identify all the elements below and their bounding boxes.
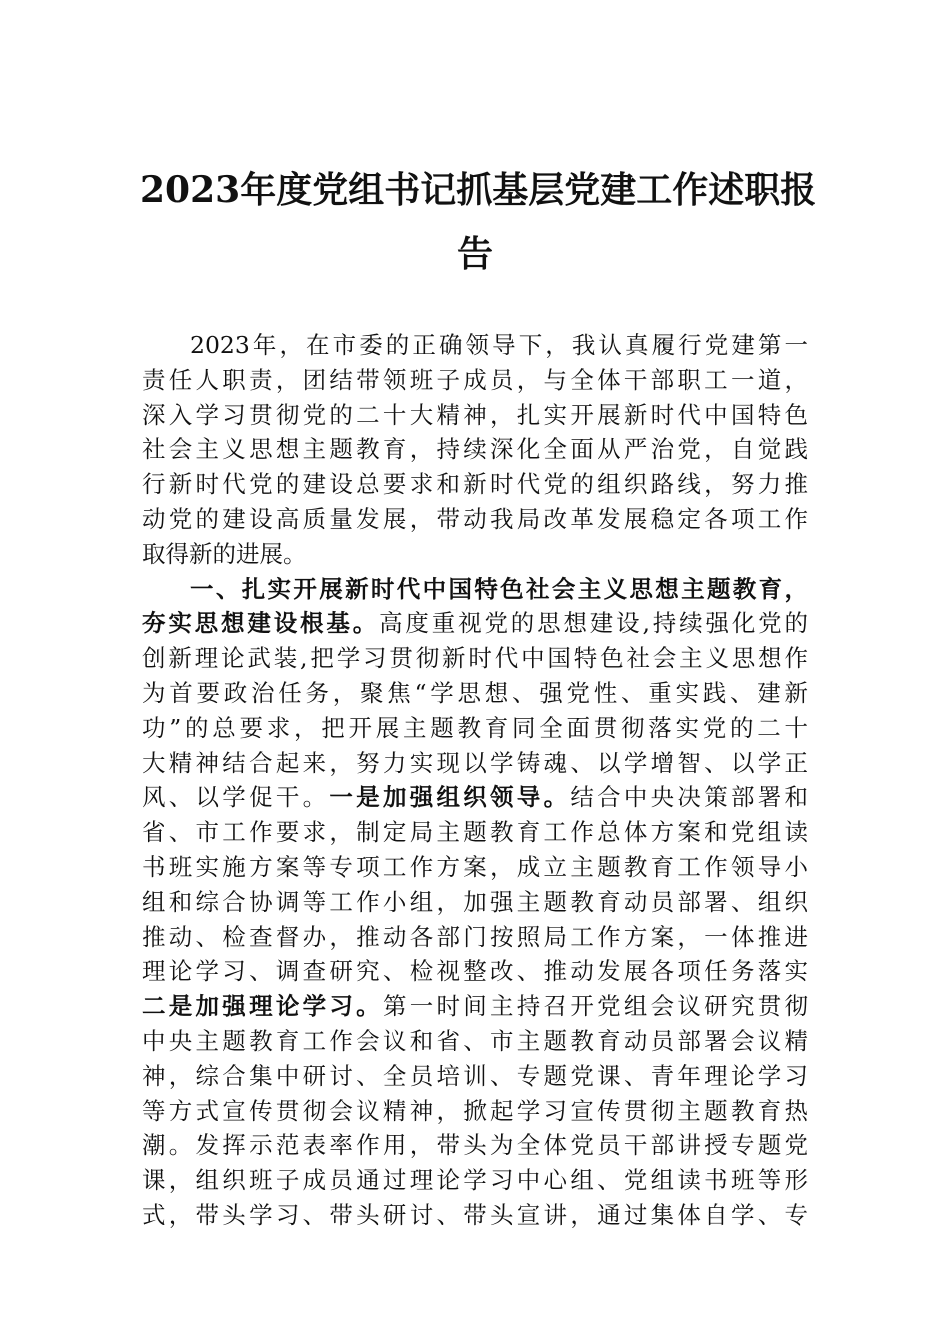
subheading-two: 二是加强理论学习。 [142, 992, 383, 1021]
text-line: 行新时代党的建设总要求和新时代党的组织路线，努力推 [142, 470, 808, 499]
text-run: 第一时间主持召开党组会议研究贯彻 [382, 992, 808, 1021]
title-line-1: 2023年度党组书记抓基层党建工作述职报 [140, 169, 817, 211]
text-line: 深入学习贯彻党的二十大精神，扎实开展新时代中国特色 [142, 400, 808, 429]
text-line: 社会主义思想主题教育，持续深化全面从严治党，自觉践 [142, 435, 808, 464]
text-line: 责任人职责，团结带领班子成员，与全体干部职工一道， [142, 365, 808, 394]
section-heading: 一、扎实开展新时代中国特色社会主义思想主题教育， [190, 574, 808, 603]
text-line: 组和综合协调等工作小组，加强主题教育动员部署、组织 [142, 887, 808, 916]
text-run: 结合中央决策部署和 [570, 783, 809, 812]
text-line: 课，组织班子成员通过理论学习中心组、党组读书班等形 [142, 1166, 808, 1195]
paragraph-section-one [142, 572, 808, 1233]
text-line [142, 780, 808, 815]
text-line: 大精神结合起来，努力实现以学铸魂、以学增智、以学正 [142, 748, 808, 777]
text-line: 创新理论武装,把学习贯彻新时代中国特色社会主义思想作 [142, 644, 808, 673]
text-line: 功”的总要求，把开展主题教育同全面贯彻落实党的二十 [142, 713, 808, 742]
title-line-2: 告 [456, 233, 493, 275]
text-line: 等方式宣传贯彻会议精神，掀起学习宣传贯彻主题教育热 [142, 1096, 808, 1125]
text-line: 式，带头学习、带头研讨、带头宣讲，通过集体自学、专 [142, 1200, 808, 1229]
text-line: 中央主题教育工作会议和省、市主题教育动员部署会议精 [142, 1026, 808, 1055]
text-line [142, 606, 808, 641]
text-line: 理论学习、调查研究、检视整改、推动发展各项任务落实 [142, 957, 808, 986]
text-line: 动党的建设高质量发展，带动我局改革发展稳定各项工作 [142, 504, 808, 533]
section-heading: 夯实思想建设根基。 [142, 609, 380, 638]
text-line [142, 989, 808, 1024]
document-body [142, 328, 808, 1233]
paragraph-intro [142, 328, 808, 572]
document-title [140, 158, 817, 286]
text-line: 省、市工作要求，制定局主题教育工作总体方案和党组读 [142, 818, 808, 847]
text-line: 神，综合集中研讨、全员培训、专题党课、青年理论学习 [142, 1061, 808, 1090]
text-line: 取得新的进展。 [142, 539, 307, 568]
text-run: 高度重视党的思想建设,持续强化党的 [379, 609, 808, 638]
text-line: 2023年，在市委的正确领导下，我认真履行党建第一 [190, 331, 808, 359]
subheading-one: 一是加强组织领导。 [329, 783, 571, 812]
text-line: 推动、检查督办，推动各部门按照局工作方案，一体推进 [142, 922, 808, 951]
text-line: 潮。发挥示范表率作用，带头为全体党员干部讲授专题党 [142, 1131, 808, 1160]
text-line [142, 572, 808, 607]
text-line: 书班实施方案等专项工作方案，成立主题教育工作领导小 [142, 852, 808, 881]
text-line: 为首要政治任务，聚焦“学思想、强党性、重实践、建新 [142, 678, 808, 707]
text-run: 风、以学促干。 [142, 783, 330, 812]
